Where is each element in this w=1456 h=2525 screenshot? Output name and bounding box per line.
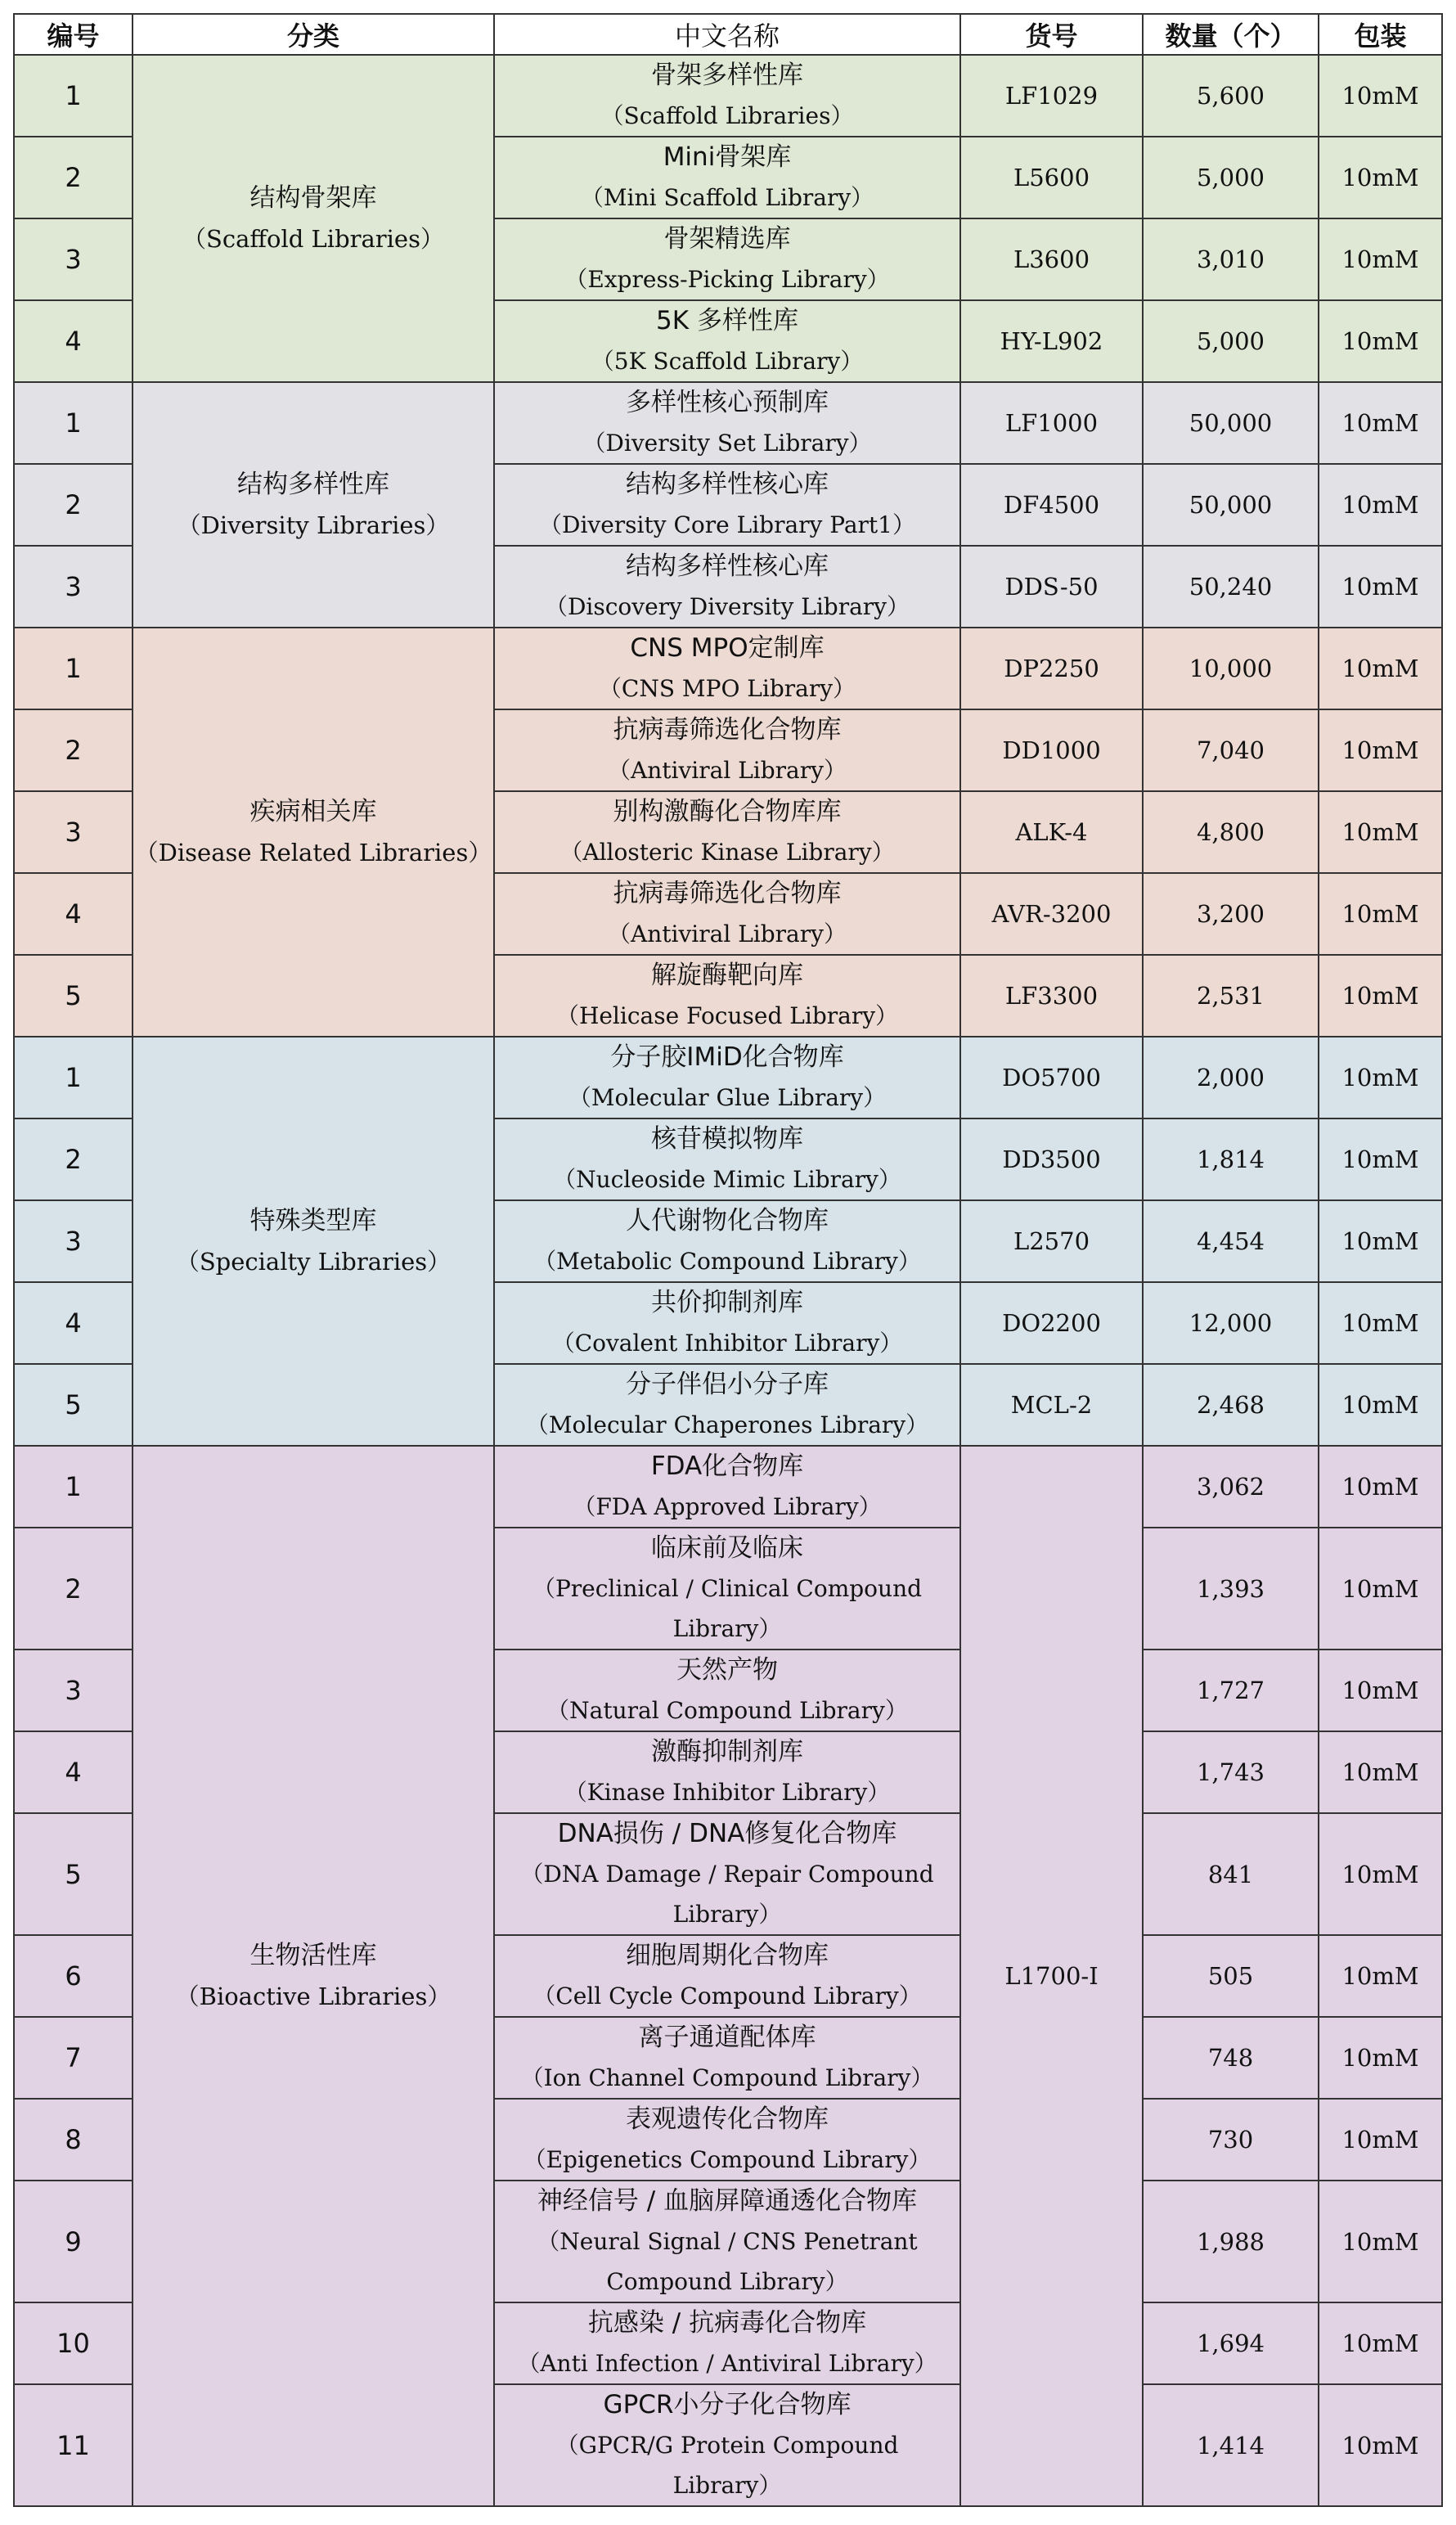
library-name-cell — [494, 1446, 960, 1528]
library-name-zh: 多样性核心预制库 — [626, 388, 829, 417]
compound-library-table — [13, 13, 1443, 2507]
quantity: 3,200 — [1143, 873, 1319, 955]
row-number: 3 — [14, 1650, 133, 1731]
quantity: 5,000 — [1143, 137, 1319, 218]
library-name-en: （Helicase Focused Library） — [555, 1002, 899, 1029]
library-name-zh: 临床前及临床 — [651, 1533, 803, 1563]
library-name-cell — [494, 55, 960, 137]
library-name-zh: Mini骨架库 — [663, 142, 792, 172]
row-number: 2 — [14, 137, 133, 218]
package: 10mM — [1319, 1731, 1442, 1813]
row-number: 3 — [14, 218, 133, 300]
quantity: 730 — [1143, 2099, 1319, 2181]
category-name-en: （Specialty Libraries） — [175, 1248, 452, 1276]
library-name-cell — [494, 1282, 960, 1364]
quantity: 3,062 — [1143, 1446, 1319, 1528]
library-name-zh: 抗病毒筛选化合物库 — [613, 879, 842, 908]
library-name-cell — [494, 1813, 960, 1935]
header-name: 中文名称 — [494, 14, 960, 55]
catalog-number: DF4500 — [960, 464, 1143, 546]
row-number: 7 — [14, 2017, 133, 2099]
library-name-cell — [494, 218, 960, 300]
package: 10mM — [1319, 1364, 1442, 1446]
package: 10mM — [1319, 137, 1442, 218]
library-name-en: （CNS MPO Library） — [598, 675, 856, 702]
library-name-en: （Kinase Inhibitor Library） — [564, 1779, 891, 1806]
table-row — [14, 55, 1442, 137]
quantity: 1,988 — [1143, 2181, 1319, 2302]
library-name-cell — [494, 2181, 960, 2302]
library-name-en: （Anti Infection / Antiviral Library） — [517, 2350, 937, 2377]
library-name-zh: 表观遗传化合物库 — [626, 2104, 829, 2134]
catalog-number: ALK-4 — [960, 791, 1143, 873]
row-number: 1 — [14, 55, 133, 137]
quantity: 4,800 — [1143, 791, 1319, 873]
library-name-zh: 激酶抑制剂库 — [651, 1737, 803, 1767]
library-name-cell — [494, 300, 960, 382]
quantity: 505 — [1143, 1935, 1319, 2017]
row-number: 2 — [14, 1528, 133, 1650]
package: 10mM — [1319, 1446, 1442, 1528]
package: 10mM — [1319, 873, 1442, 955]
category-name-zh: 特殊类型库 — [249, 1206, 377, 1235]
library-name-en: （Allosteric Kinase Library） — [559, 839, 895, 866]
library-name-zh: 天然产物 — [676, 1655, 778, 1685]
library-name-zh: 人代谢物化合物库 — [626, 1206, 829, 1235]
row-number: 6 — [14, 1935, 133, 2017]
row-number: 4 — [14, 300, 133, 382]
category-cell — [133, 382, 494, 628]
catalog-number: DD3500 — [960, 1118, 1143, 1200]
library-name-cell — [494, 464, 960, 546]
category-name-zh: 生物活性库 — [249, 1941, 377, 1970]
library-name-en: （Antiviral Library） — [608, 920, 847, 947]
catalog-number: AVR-3200 — [960, 873, 1143, 955]
package: 10mM — [1319, 1118, 1442, 1200]
header-category: 分类 — [133, 14, 494, 55]
row-number: 1 — [14, 628, 133, 709]
catalog-number: LF1029 — [960, 55, 1143, 137]
row-number: 2 — [14, 464, 133, 546]
quantity: 2,468 — [1143, 1364, 1319, 1446]
library-name-zh: 别构激酶化合物库库 — [613, 797, 842, 826]
package: 10mM — [1319, 2017, 1442, 2099]
package: 10mM — [1319, 2099, 1442, 2181]
row-number: 11 — [14, 2384, 133, 2506]
package: 10mM — [1319, 300, 1442, 382]
category-name-en: （Bioactive Libraries） — [175, 1983, 452, 2010]
quantity: 50,000 — [1143, 382, 1319, 464]
quantity: 1,743 — [1143, 1731, 1319, 1813]
library-name-en: （FDA Approved Library） — [573, 1493, 882, 1520]
package: 10mM — [1319, 1282, 1442, 1364]
row-number: 4 — [14, 1282, 133, 1364]
quantity: 1,694 — [1143, 2302, 1319, 2384]
row-number: 4 — [14, 1731, 133, 1813]
library-name-zh: FDA化合物库 — [650, 1452, 804, 1481]
row-number: 9 — [14, 2181, 133, 2302]
category-name-zh: 疾病相关库 — [249, 797, 377, 826]
package: 10mM — [1319, 382, 1442, 464]
row-number: 3 — [14, 1200, 133, 1282]
row-number: 3 — [14, 546, 133, 628]
catalog-number: DP2250 — [960, 628, 1143, 709]
row-number: 5 — [14, 955, 133, 1037]
library-name-cell — [494, 1650, 960, 1731]
library-name-en: （Covalent Inhibitor Library） — [551, 1330, 903, 1357]
catalog-number: L5600 — [960, 137, 1143, 218]
quantity: 748 — [1143, 2017, 1319, 2099]
library-name-en: （Ion Channel Compound Library） — [520, 2064, 934, 2091]
row-number: 5 — [14, 1813, 133, 1935]
library-name-zh: 离子通道配体库 — [638, 2023, 816, 2052]
quantity: 841 — [1143, 1813, 1319, 1935]
quantity: 3,010 — [1143, 218, 1319, 300]
quantity: 5,600 — [1143, 55, 1319, 137]
library-name-cell — [494, 382, 960, 464]
row-number: 8 — [14, 2099, 133, 2181]
library-name-en: （Molecular Glue Library） — [568, 1084, 887, 1111]
category-cell — [133, 1037, 494, 1446]
package: 10mM — [1319, 1813, 1442, 1935]
row-number: 1 — [14, 1037, 133, 1118]
library-name-zh: 细胞周期化合物库 — [626, 1941, 829, 1970]
library-name-cell — [494, 1731, 960, 1813]
catalog-number: HY-L902 — [960, 300, 1143, 382]
category-name-en: （Diversity Libraries） — [177, 511, 450, 539]
quantity: 1,414 — [1143, 2384, 1319, 2506]
package: 10mM — [1319, 1200, 1442, 1282]
package: 10mM — [1319, 1037, 1442, 1118]
library-name-zh: 结构多样性核心库 — [626, 551, 829, 581]
library-name-cell — [494, 1118, 960, 1200]
table-row — [14, 628, 1442, 709]
library-name-en: （Scaffold Libraries） — [600, 102, 854, 129]
library-name-cell — [494, 791, 960, 873]
table-row — [14, 1446, 1442, 1528]
header-row — [14, 14, 1442, 55]
header-quantity: 数量（个） — [1143, 14, 1319, 55]
package: 10mM — [1319, 2181, 1442, 2302]
library-name-cell — [494, 628, 960, 709]
library-name-en: （Natural Compound Library） — [546, 1697, 908, 1724]
library-name-en: （Diversity Core Library Part1） — [539, 511, 915, 538]
library-name-en: （Diversity Set Library） — [582, 430, 872, 457]
library-name-cell — [494, 137, 960, 218]
quantity: 1,727 — [1143, 1650, 1319, 1731]
library-name-zh: 分子胶IMiD化合物库 — [610, 1042, 844, 1072]
header-code: 货号 — [960, 14, 1143, 55]
category-name-zh: 结构多样性库 — [237, 470, 389, 499]
catalog-number: DD1000 — [960, 709, 1143, 791]
package: 10mM — [1319, 2384, 1442, 2506]
quantity: 50,240 — [1143, 546, 1319, 628]
package: 10mM — [1319, 55, 1442, 137]
library-name-en: （Discovery Diversity Library） — [544, 593, 910, 620]
library-name-cell — [494, 955, 960, 1037]
library-name-zh: 骨架精选库 — [663, 224, 791, 254]
library-name-zh: 神经信号 / 血脑屏障通透化合物库 — [537, 2186, 918, 2216]
library-name-zh: 5K 多样性库 — [656, 306, 798, 335]
quantity: 1,393 — [1143, 1528, 1319, 1650]
category-name-zh: 结构骨架库 — [249, 183, 377, 213]
package: 10mM — [1319, 791, 1442, 873]
library-name-zh: 核苷模拟物库 — [651, 1124, 803, 1154]
row-number: 2 — [14, 709, 133, 791]
row-number: 5 — [14, 1364, 133, 1446]
catalog-number: LF1000 — [960, 382, 1143, 464]
library-name-zh: 结构多样性核心库 — [626, 470, 829, 499]
quantity: 50,000 — [1143, 464, 1319, 546]
library-name-zh: 分子伴侣小分子库 — [626, 1370, 829, 1399]
library-name-zh: CNS MPO定制库 — [630, 633, 825, 663]
library-name-en: （Preclinical / Clinical Compound Library） — [532, 1575, 923, 1642]
row-number: 10 — [14, 2302, 133, 2384]
quantity: 2,531 — [1143, 955, 1319, 1037]
library-name-en: （Epigenetics Compound Library） — [523, 2146, 932, 2173]
table-row — [14, 382, 1442, 464]
header-no: 编号 — [14, 14, 133, 55]
quantity: 4,454 — [1143, 1200, 1319, 1282]
catalog-number: DO2200 — [960, 1282, 1143, 1364]
library-name-zh: 抗感染 / 抗病毒化合物库 — [587, 2308, 867, 2338]
row-number: 3 — [14, 791, 133, 873]
quantity: 7,040 — [1143, 709, 1319, 791]
quantity: 10,000 — [1143, 628, 1319, 709]
library-name-cell — [494, 2302, 960, 2384]
row-number: 4 — [14, 873, 133, 955]
package: 10mM — [1319, 628, 1442, 709]
quantity: 12,000 — [1143, 1282, 1319, 1364]
library-name-zh: 共价抑制剂库 — [651, 1288, 803, 1317]
category-name-en: （Disease Related Libraries） — [134, 839, 492, 866]
table-row — [14, 1037, 1442, 1118]
package: 10mM — [1319, 709, 1442, 791]
package: 10mM — [1319, 1528, 1442, 1650]
library-name-zh: 解旋酶靶向库 — [651, 961, 803, 990]
catalog-number: LF3300 — [960, 955, 1143, 1037]
library-name-cell — [494, 1364, 960, 1446]
library-name-cell — [494, 1528, 960, 1650]
library-name-cell — [494, 2017, 960, 2099]
library-name-cell — [494, 1200, 960, 1282]
library-name-cell — [494, 873, 960, 955]
category-cell — [133, 628, 494, 1037]
library-name-en: （Neural Signal / CNS Penetrant Compound Library） — [537, 2228, 918, 2295]
library-name-zh: 抗病毒筛选化合物库 — [613, 715, 842, 745]
catalog-number: DDS-50 — [960, 546, 1143, 628]
package: 10mM — [1319, 1650, 1442, 1731]
package: 10mM — [1319, 2302, 1442, 2384]
header-package: 包装 — [1319, 14, 1442, 55]
quantity: 1,814 — [1143, 1118, 1319, 1200]
library-name-en: （Express-Picking Library） — [564, 266, 890, 293]
library-name-en: （GPCR/G Protein Compound Library） — [555, 2432, 899, 2499]
row-number: 1 — [14, 382, 133, 464]
package: 10mM — [1319, 546, 1442, 628]
row-number: 1 — [14, 1446, 133, 1528]
catalog-number: MCL-2 — [960, 1364, 1143, 1446]
library-name-cell — [494, 1037, 960, 1118]
package: 10mM — [1319, 1935, 1442, 2017]
library-name-en: （5K Scaffold Library） — [591, 348, 864, 375]
library-name-en: （Cell Cycle Compound Library） — [533, 1983, 922, 2010]
library-name-cell — [494, 546, 960, 628]
table-body — [14, 55, 1442, 2506]
library-name-en: （Metabolic Compound Library） — [533, 1248, 921, 1275]
quantity: 5,000 — [1143, 300, 1319, 382]
library-name-en: （DNA Damage / Repair Compound Library） — [520, 1861, 934, 1928]
library-name-zh: 骨架多样性库 — [651, 61, 803, 90]
category-cell — [133, 1446, 494, 2506]
library-name-zh: GPCR小分子化合物库 — [603, 2390, 852, 2419]
category-name-en: （Scaffold Libraries） — [182, 225, 444, 253]
library-name-en: （Molecular Chaperones Library） — [525, 1411, 929, 1438]
category-cell — [133, 55, 494, 382]
quantity: 2,000 — [1143, 1037, 1319, 1118]
row-number: 2 — [14, 1118, 133, 1200]
catalog-number: DO5700 — [960, 1037, 1143, 1118]
library-name-cell — [494, 1935, 960, 2017]
package: 10mM — [1319, 218, 1442, 300]
package: 10mM — [1319, 464, 1442, 546]
library-name-en: （Nucleoside Mimic Library） — [553, 1166, 901, 1193]
library-name-en: （Mini Scaffold Library） — [580, 184, 874, 211]
library-name-en: （Antiviral Library） — [608, 757, 847, 784]
package: 10mM — [1319, 955, 1442, 1037]
catalog-number: L2570 — [960, 1200, 1143, 1282]
library-name-zh: DNA损伤 / DNA修复化合物库 — [557, 1819, 897, 1848]
library-name-cell — [494, 709, 960, 791]
catalog-number: L1700-I — [960, 1446, 1143, 2506]
library-name-cell — [494, 2099, 960, 2181]
catalog-number: L3600 — [960, 218, 1143, 300]
library-name-cell — [494, 2384, 960, 2506]
